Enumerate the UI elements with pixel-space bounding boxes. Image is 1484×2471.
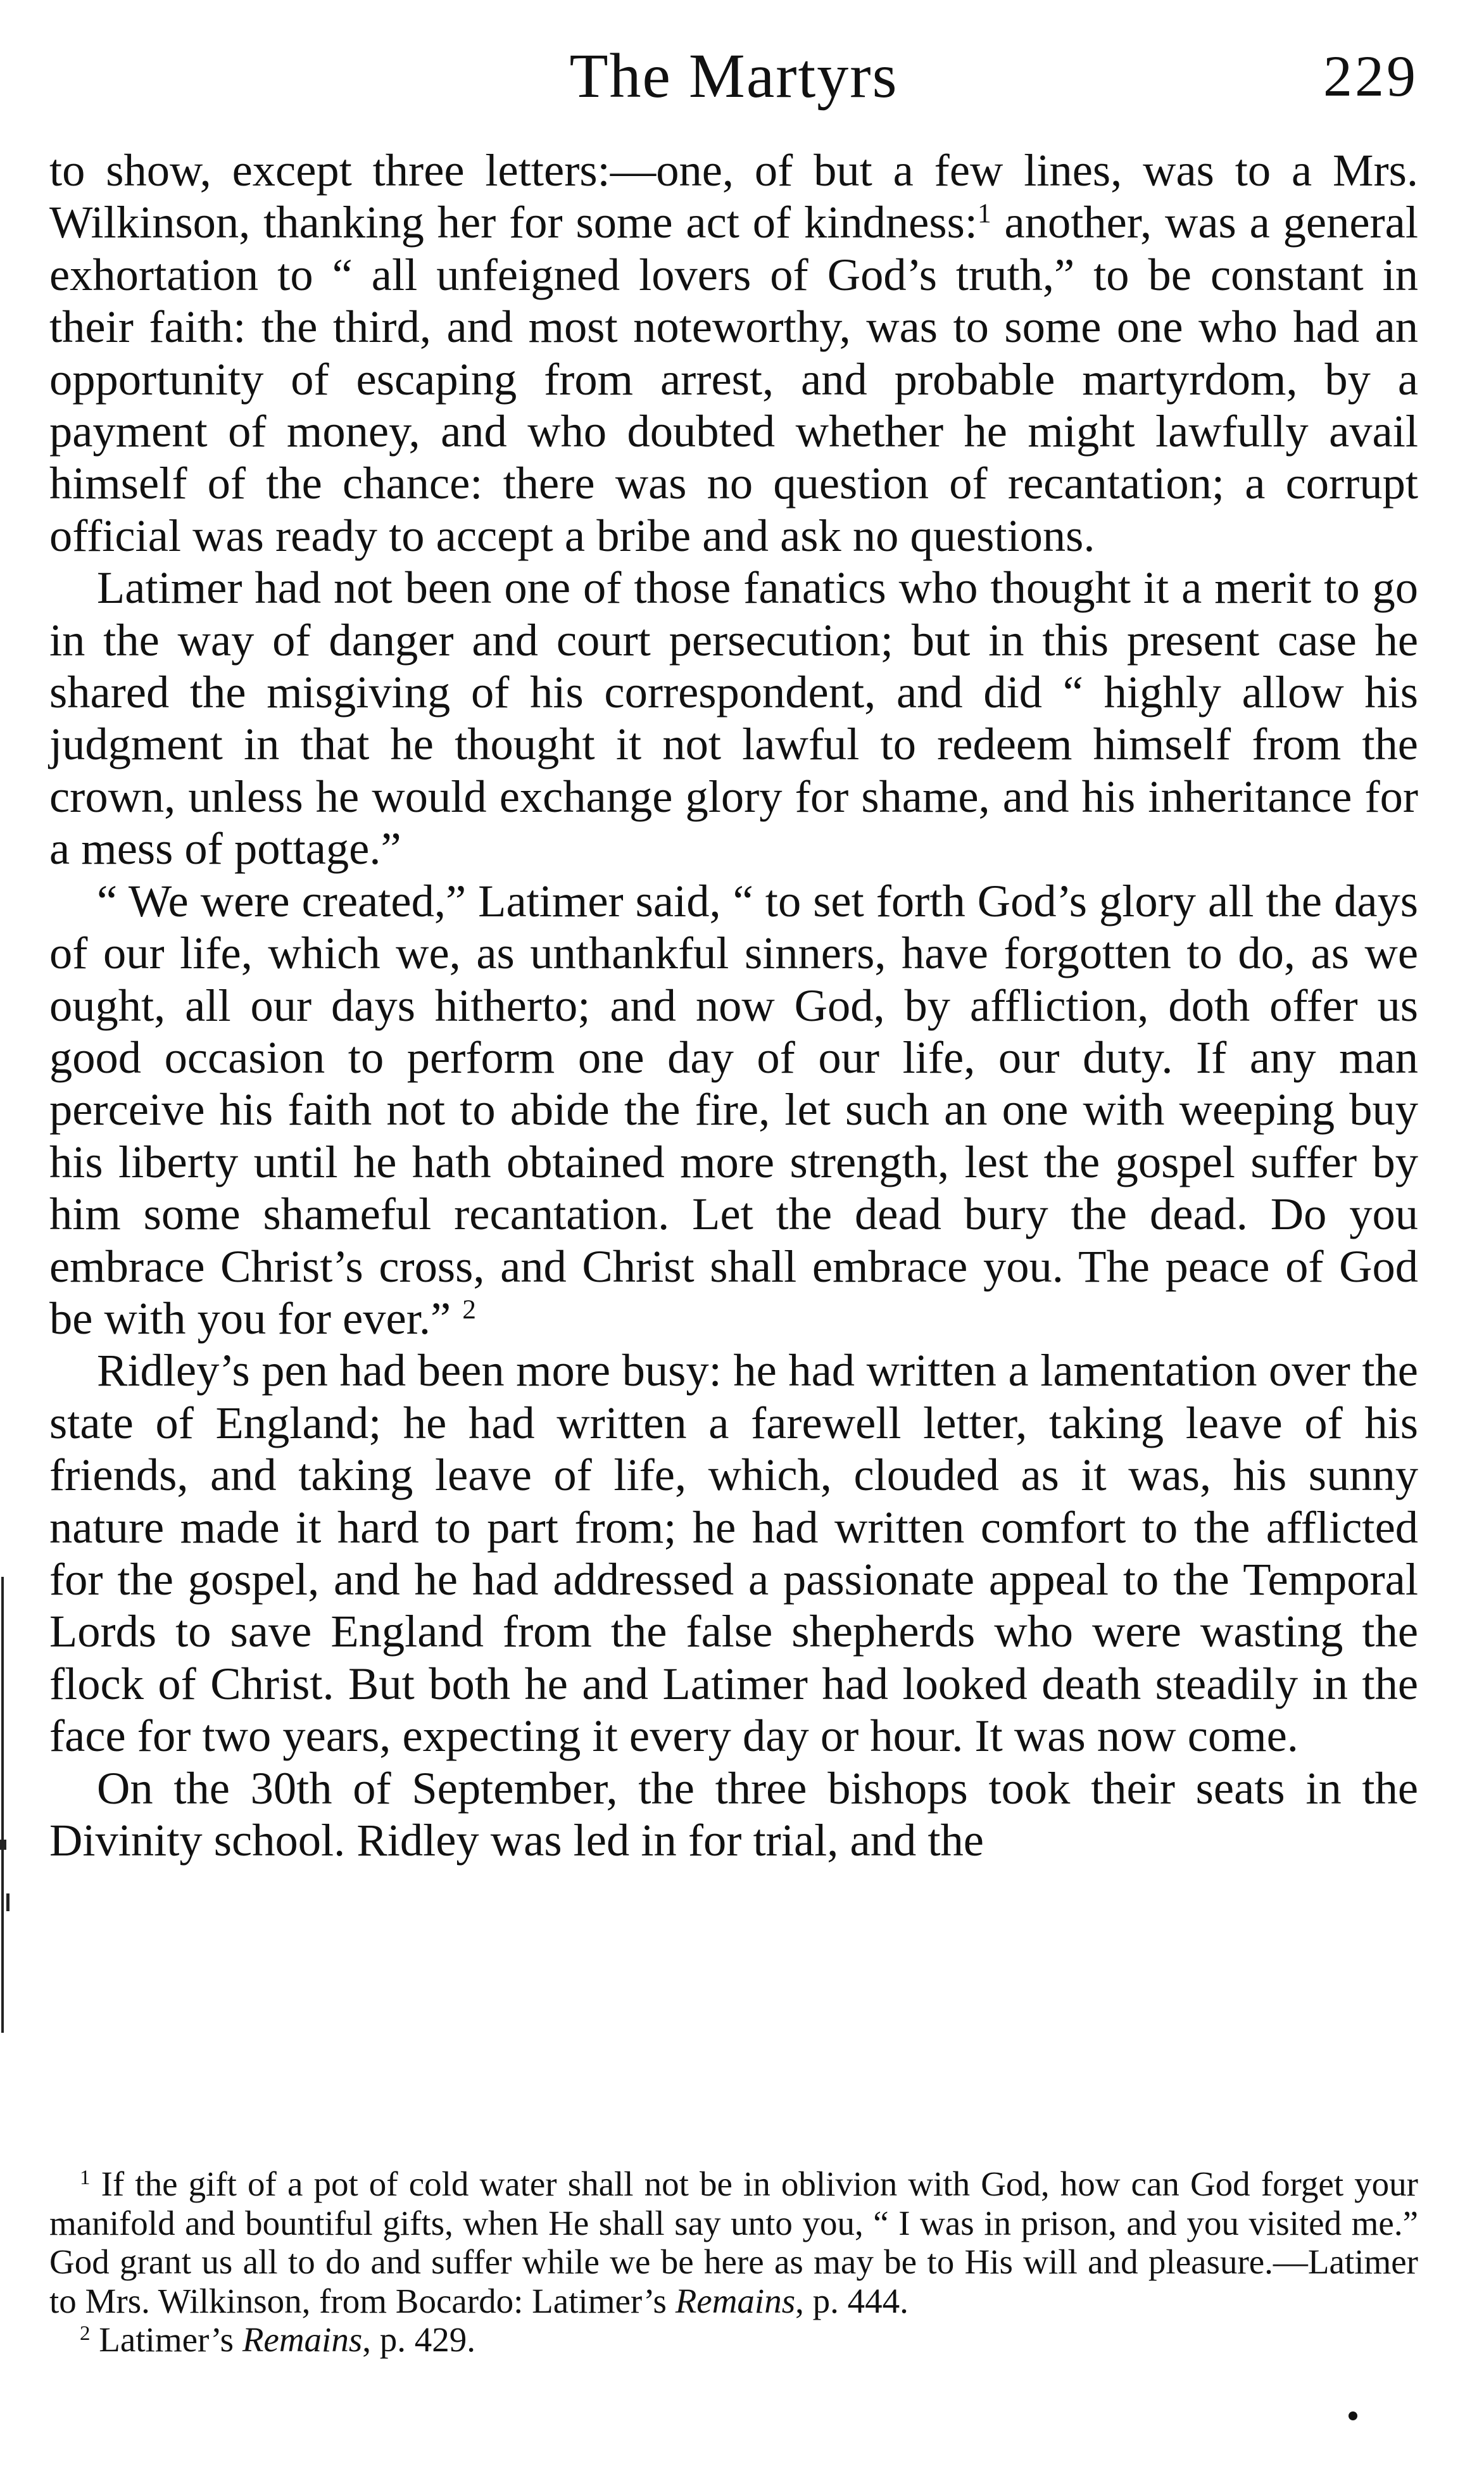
paragraph-1-text-a: to show, except three letters:—one, of but a few lines, was to a Mrs. Wilkinson, thanking her for some act of kindness: — [49, 144, 1418, 248]
footnotes — [49, 2164, 1418, 2360]
paragraph-1 — [49, 144, 1418, 562]
paragraph-4: Ridley’s pen had been more busy: he had written a lamentation over the state of England; he had written a farewell letter, taking leave of his friends, and taking leave of life, which, clouded as it was, his sunny nature made it hard to part from; he had written comfort to the afflicted for the gospel, and he had addressed a passionate appeal to the Temporal Lords to save England from the false shepherds who were wasting the flock of Christ. But both he and Latimer had looked death steadily in the face for two years, expecting it every day or hour. It was now come. — [49, 1344, 1418, 1762]
footnote-1-mark: 1 — [80, 2166, 91, 2189]
footnote-2 — [49, 2320, 1418, 2360]
footnote-2-text-b: , p. 429. — [362, 2320, 475, 2359]
paragraph-2: Latimer had not been one of those fanatics who thought it a merit to go in the way of danger and court persecution; but in this present case he shared the misgiving of his correspondent, and did “ highly allow his judgment in that he thought it not lawful to redeem himself from the crown, unless he would exchange glory for shame, and his inheritance for a mess of pottage.” — [49, 562, 1418, 875]
footnote-ref-2: 2 — [462, 1294, 477, 1325]
scan-dot — [1349, 2411, 1357, 2420]
footnote-1 — [49, 2164, 1418, 2320]
footnote-ref-1: 1 — [977, 198, 991, 229]
paragraph-3-text: “ We were created,” Latimer said, “ to set forth God’s glory all the days of our life, which we, as unthankful sinners, have forgotten to do, as we ought, all our days hitherto; and now God, by affliction, doth offer us good occasion to perform one day of our life, our duty. If any man perceive his faith not to abide the fire, let such an one with weeping buy his liberty until he hath obtained more strength, lest the gospel suffer by him some shameful recantation. Let the dead bury the dead. Do you embrace Christ’s cross, and Christ shall embrace you. The peace of God be with you for ever.” — [49, 875, 1418, 1344]
footnote-2-mark: 2 — [80, 2322, 91, 2345]
margin-scan-tick — [6, 1893, 9, 1911]
page-number: 229 — [1323, 44, 1418, 108]
footnote-2-italic: Remains — [242, 2320, 363, 2359]
running-title: The Martyrs — [569, 41, 898, 111]
footnote-1-text-b: , p. 444. — [795, 2281, 909, 2320]
margin-scan-tick — [0, 1840, 6, 1850]
running-head — [49, 38, 1418, 114]
paragraph-5: On the 30th of September, the three bishops took their seats in the Divinity school. Ridley was led in for trial, and the — [49, 1762, 1418, 1866]
footnote-1-text-a: If the gift of a pot of cold water shall not be in oblivion with God, how can God forget your manifold and bountiful gifts, when He shall say unto you, “ I was in prison, and you visited me.” God grant us all to do and suffer while we be here as may be to His will and pleasure.—Latimer to Mrs. Wilkinson, from Bocardo: Latimer’s — [49, 2164, 1418, 2320]
paragraph-1-text-b: another, was a general exhortation to “ all unfeigned lovers of God’s truth,” to be constant in their faith: the third, and most noteworthy, was to some one who had an opportunity of escaping from arrest, and probable martyrdom, by a payment of money, and who doubted whether he might lawfully avail himself of the chance: there was no question of recantation; a corrupt official was ready to accept a bribe and ask no questions. — [49, 196, 1418, 561]
footnote-1-italic: Remains — [675, 2281, 796, 2320]
paragraph-3 — [49, 875, 1418, 1345]
footnote-2-text-a: Latimer’s — [99, 2320, 242, 2359]
body-text — [49, 144, 1418, 1866]
margin-scan-mark — [1, 1577, 4, 2033]
